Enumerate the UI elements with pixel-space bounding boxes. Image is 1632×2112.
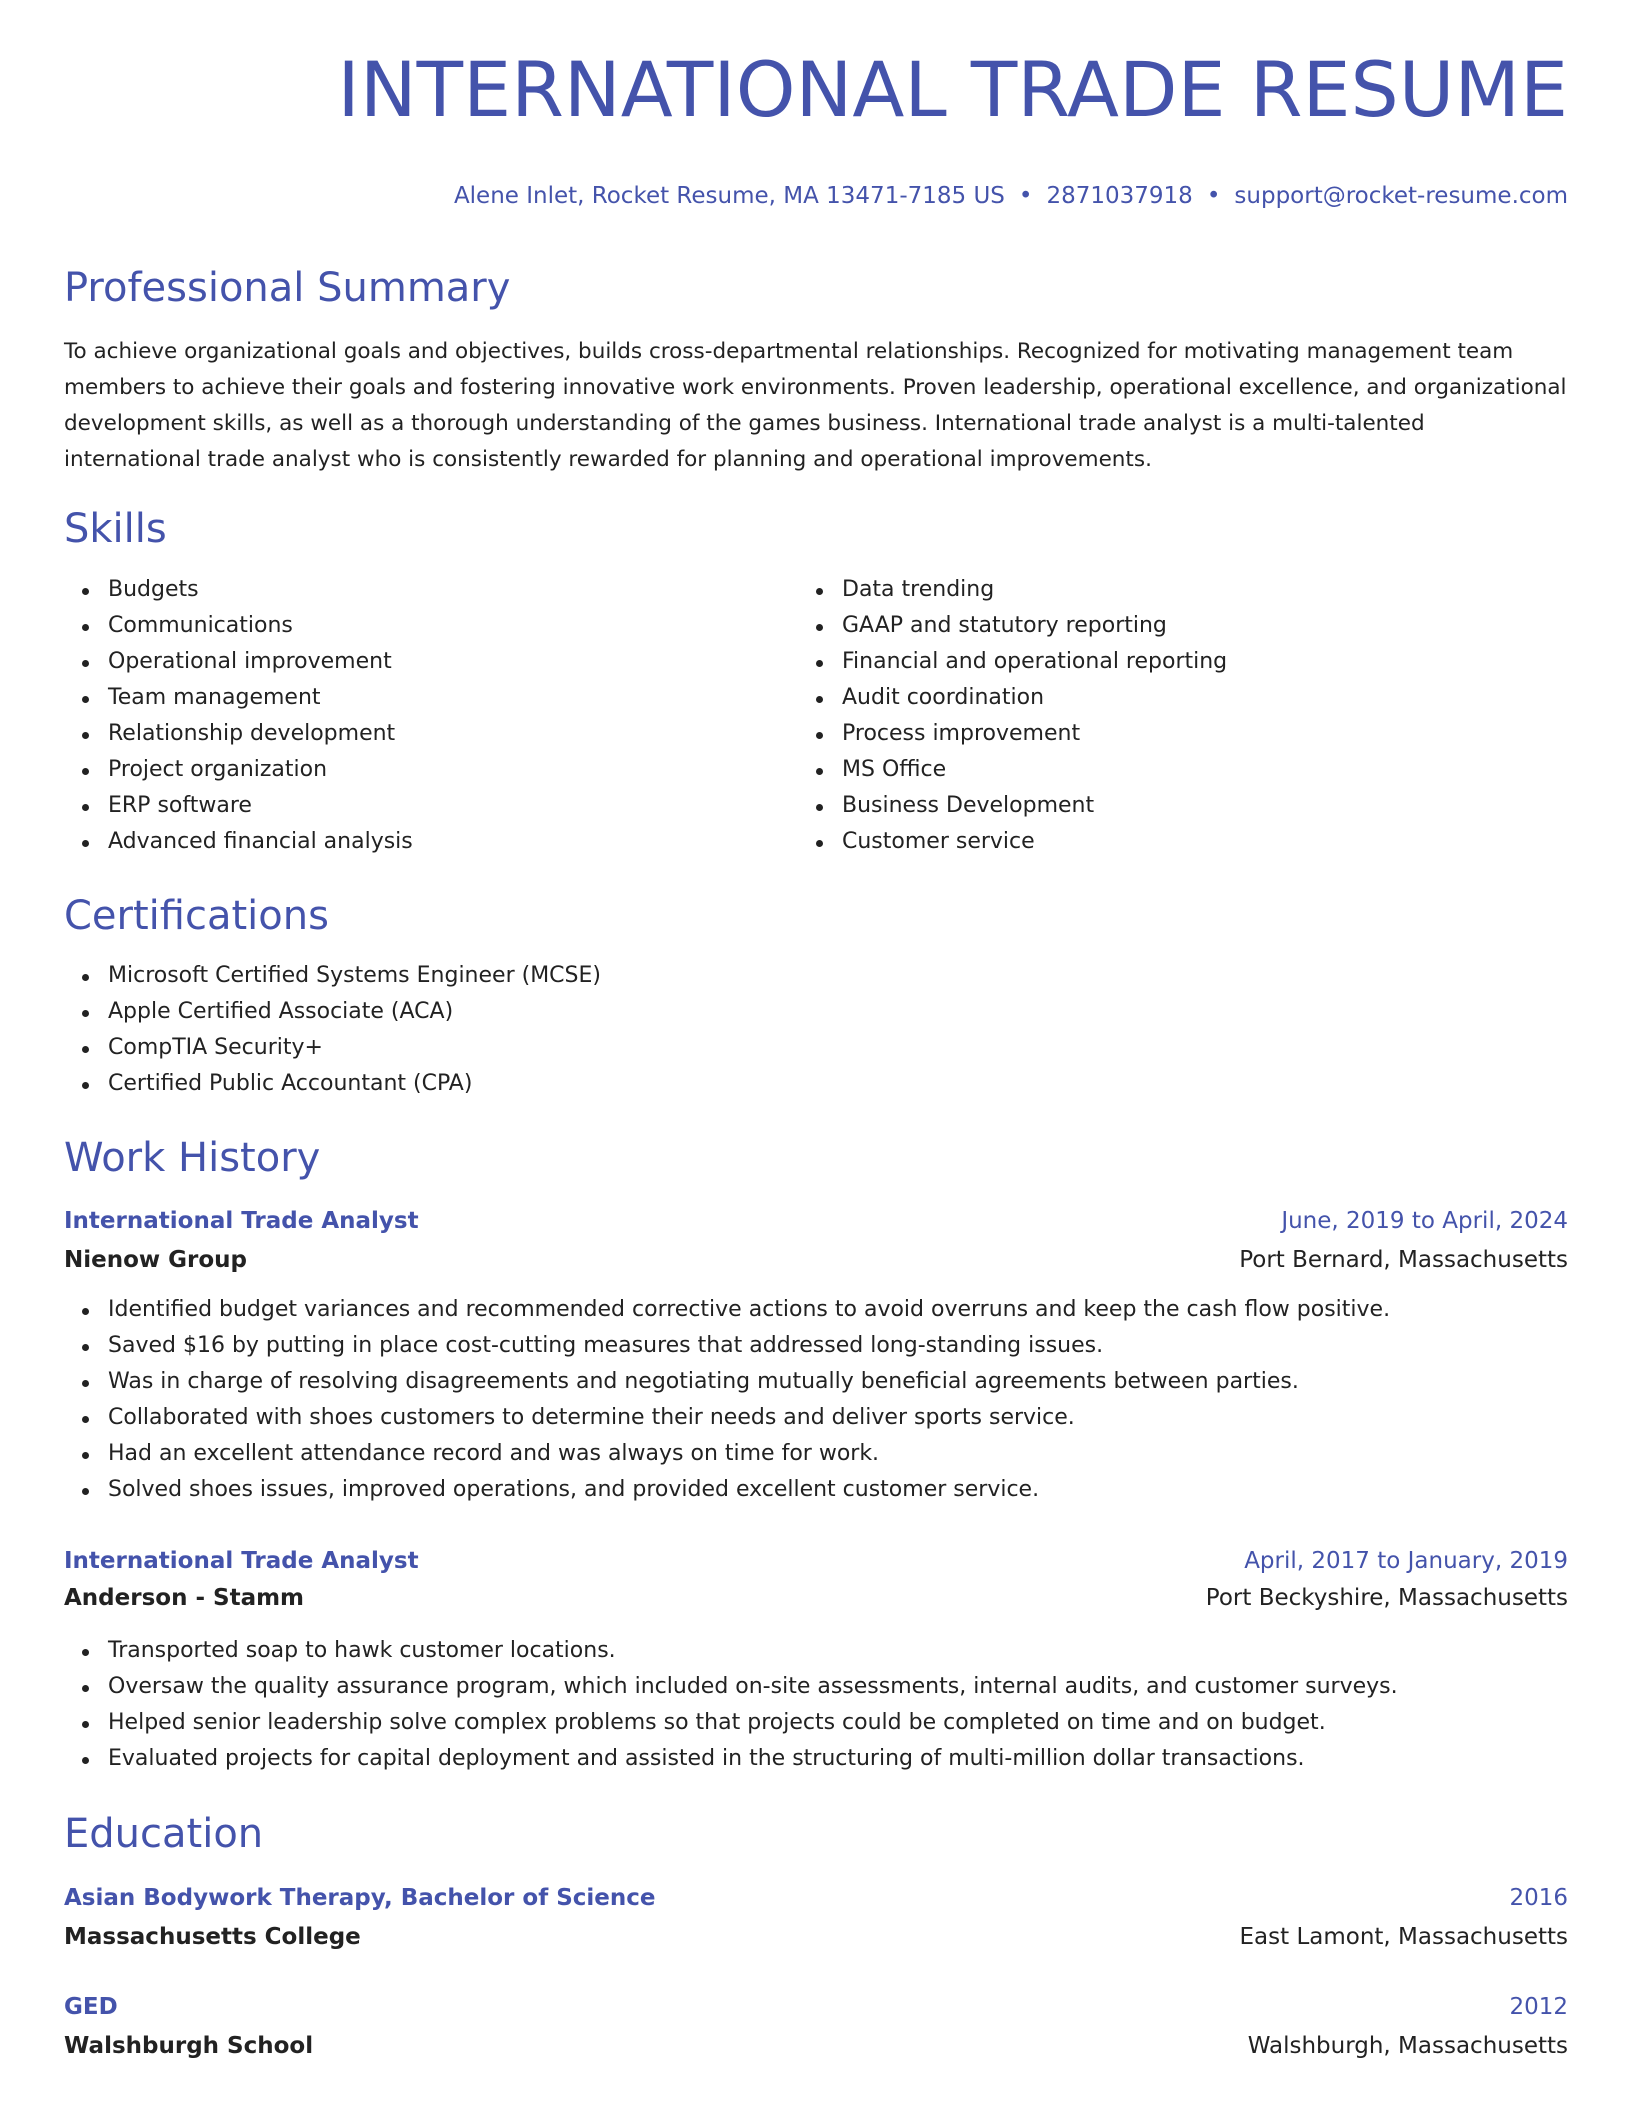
- job-bullets: [64, 1292, 1390, 1508]
- education-year: 2016: [1509, 1885, 1568, 1911]
- job-location: Port Bernard, Massachusetts: [1239, 1247, 1568, 1273]
- skill-item: Business Development: [798, 788, 1227, 824]
- job-bullet: Saved $16 by putting in place cost-cutting measures that addressed long-standing issues.: [64, 1328, 1390, 1364]
- job-title-row: [64, 1205, 1568, 1237]
- job-bullet: Evaluated projects for capital deployment and assisted in the structuring of multi-million dollar transactions.: [64, 1741, 1398, 1777]
- certifications-heading: Certifications: [64, 893, 329, 939]
- skill-item: Data trending: [798, 572, 1227, 608]
- job-title-row: [64, 1545, 1568, 1577]
- job-title: International Trade Analyst: [64, 1208, 419, 1234]
- education-heading: Education: [64, 1811, 264, 1857]
- skill-item: Operational improvement: [64, 644, 413, 680]
- job-company-row: [64, 1244, 1568, 1276]
- job-company-row: [64, 1582, 1568, 1614]
- skill-item: Relationship development: [64, 716, 413, 752]
- education-location: East Lamont, Massachusetts: [1239, 1924, 1568, 1950]
- job-dates: April, 2017 to January, 2019: [1244, 1548, 1568, 1574]
- contact-phone: 2871037918: [1046, 183, 1193, 209]
- job-bullet: Transported soap to hawk customer locations.: [64, 1633, 1398, 1669]
- skill-item: ERP software: [64, 788, 413, 824]
- skill-item: Audit coordination: [798, 680, 1227, 716]
- job-dates: June, 2019 to April, 2024: [1281, 1208, 1568, 1234]
- contact-email[interactable]: support@rocket-resume.com: [1234, 183, 1568, 209]
- skill-item: Process improvement: [798, 716, 1227, 752]
- education-school-row: [64, 2030, 1568, 2062]
- contact-separator: •: [1206, 183, 1221, 209]
- education-location: Walshburgh, Massachusetts: [1247, 2033, 1568, 2059]
- skill-item: Advanced financial analysis: [64, 824, 413, 860]
- certification-item: CompTIA Security+: [64, 1030, 601, 1066]
- job-bullet: Identified budget variances and recommended corrective actions to avoid overruns and keep the cash flow positive.: [64, 1292, 1390, 1328]
- skills-list-left: [64, 572, 413, 860]
- contact-line: [454, 183, 1568, 209]
- certification-item: Apple Certified Associate (ACA): [64, 994, 601, 1030]
- education-degree-row: [64, 1882, 1568, 1914]
- job-location: Port Beckyshire, Massachusetts: [1205, 1585, 1568, 1611]
- education-degree: Asian Bodywork Therapy, Bachelor of Science: [64, 1885, 656, 1911]
- certification-item: Microsoft Certified Systems Engineer (MCSE): [64, 958, 601, 994]
- education-year: 2012: [1509, 1994, 1568, 2020]
- job-company: Nienow Group: [64, 1247, 248, 1273]
- resume-title: INTERNATIONAL TRADE RESUME: [337, 45, 1568, 134]
- certifications-list: [64, 958, 601, 1102]
- skills-heading: Skills: [64, 506, 167, 552]
- skill-item: Communications: [64, 608, 413, 644]
- job-bullets: [64, 1633, 1398, 1777]
- job-bullet: Had an excellent attendance record and was always on time for work.: [64, 1436, 1390, 1472]
- education-school-row: [64, 1921, 1568, 1953]
- job-bullet: Oversaw the quality assurance program, which included on-site assessments, internal audits, and customer surveys.: [64, 1669, 1398, 1705]
- job-bullet: Collaborated with shoes customers to determine their needs and deliver sports service.: [64, 1400, 1390, 1436]
- certification-item: Certified Public Accountant (CPA): [64, 1066, 601, 1102]
- skill-item: Project organization: [64, 752, 413, 788]
- skill-item: Financial and operational reporting: [798, 644, 1227, 680]
- summary-text: To achieve organizational goals and objectives, builds cross-departmental relationships. Recognized for motivating management team members to achieve their goals and fostering innovative work environments. Proven leadership, operational excellence, and organizational development skills, as well as a thorough understanding of the games business. International trade analyst is a multi-talented international trade analyst who is consistently rewarded for planning and operational improvements.: [64, 339, 1567, 472]
- skill-item: Customer service: [798, 824, 1227, 860]
- education-degree: GED: [64, 1994, 118, 2020]
- job-title: International Trade Analyst: [64, 1548, 419, 1574]
- skill-item: GAAP and statutory reporting: [798, 608, 1227, 644]
- skill-item: Budgets: [64, 572, 413, 608]
- job-bullet: Solved shoes issues, improved operations, and provided excellent customer service.: [64, 1472, 1390, 1508]
- education-school: Walshburgh School: [64, 2033, 314, 2059]
- education-school: Massachusetts College: [64, 1924, 361, 1950]
- skills-list-right: [798, 572, 1227, 860]
- summary-heading: Professional Summary: [64, 265, 511, 311]
- education-degree-row: [64, 1991, 1568, 2023]
- contact-separator: •: [1018, 183, 1033, 209]
- job-bullet: Helped senior leadership solve complex problems so that projects could be completed on time and on budget.: [64, 1705, 1398, 1741]
- contact-address: Alene Inlet, Rocket Resume, MA 13471-7185 US: [453, 183, 1005, 209]
- job-company: Anderson - Stamm: [64, 1585, 305, 1611]
- skill-item: MS Office: [798, 752, 1227, 788]
- work-history-heading: Work History: [64, 1135, 321, 1181]
- job-bullet: Was in charge of resolving disagreements and negotiating mutually beneficial agreements between parties.: [64, 1364, 1390, 1400]
- skill-item: Team management: [64, 680, 413, 716]
